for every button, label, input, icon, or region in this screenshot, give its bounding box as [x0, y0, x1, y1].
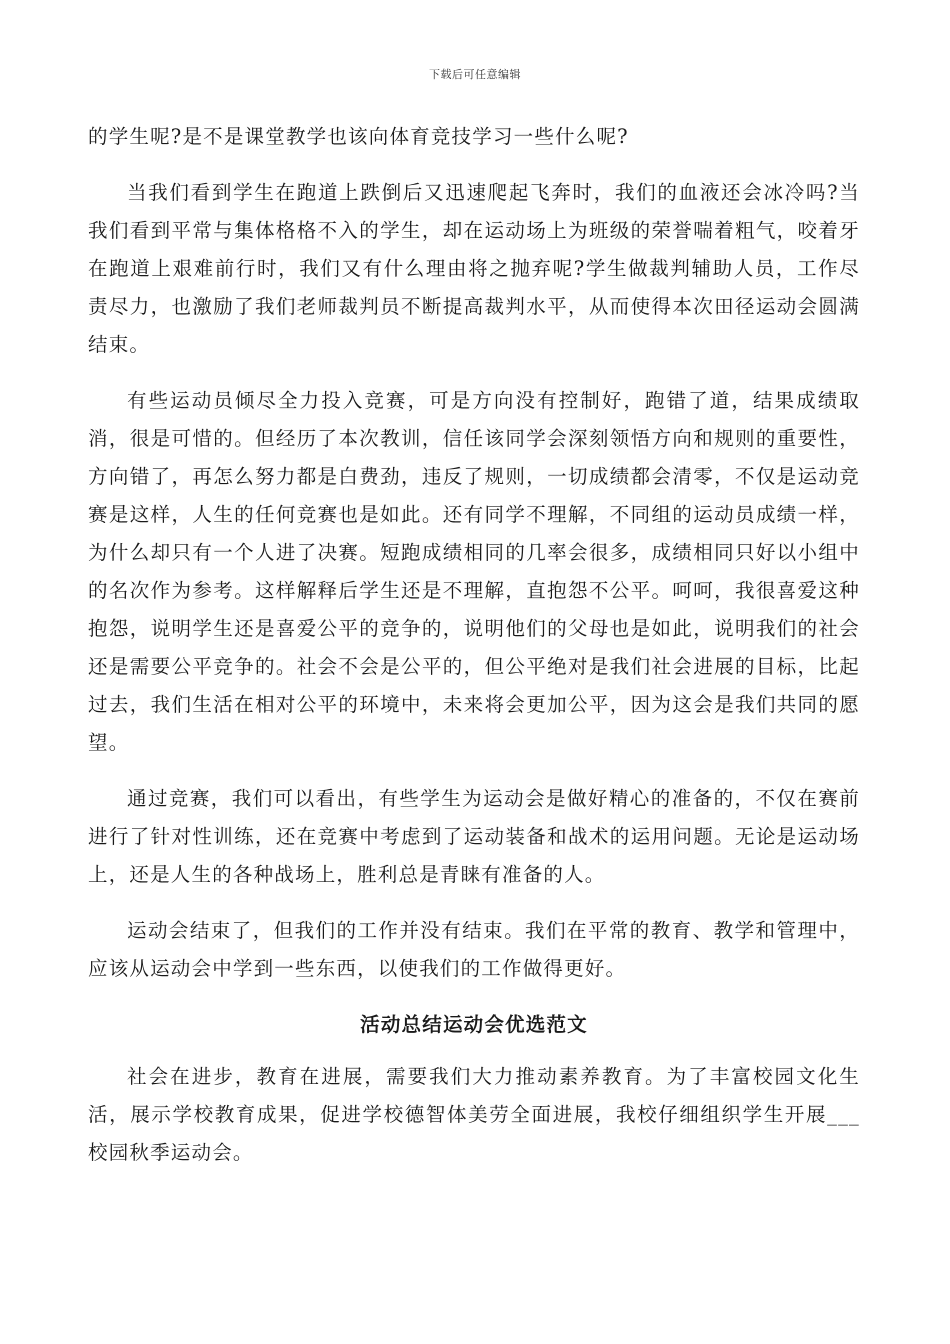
- section-title: 活动总结运动会优选范文: [360, 1013, 588, 1036]
- paragraph-1: 的学生呢?是不是课堂教学也该向体育竞技学习一些什么呢?: [88, 125, 629, 148]
- paragraph-5: 运动会结束了，但我们的工作并没有结束。我们在平常的教育、教学和管理中，应该从运动会中学到一些东西，以使我们的工作做得更好。: [88, 919, 860, 980]
- paragraph-2: 当我们看到学生在跑道上跌倒后又迅速爬起飞奔时，我们的血液还会冰冷吗?当我们看到平常与集体格格不入的学生，却在运动场上为班级的荣誉喘着粗气，咬着牙在跑道上艰难前行时，我们又有什么理由将之抛弃呢?学生做裁判辅助人员，工作尽责尽力，也激励了我们老师裁判员不断提高裁判水平，从而使得本次田径运动会圆满结束。: [88, 181, 860, 356]
- paragraph-3: 有些运动员倾尽全力投入竞赛，可是方向没有控制好，跑错了道，结果成绩取消，很是可惜的。但经历了本次教训，信任该同学会深刻领悟方向和规则的重要性，方向错了，再怎么努力都是白费劲，违反了规则，一切成绩都会清零，不仅是运动竞赛是这样，人生的任何竞赛也是如此。还有同学不理解，不同组的运动员成绩一样，为什么却只有一个人进了决赛。短跑成绩相同的几率会很多，成绩相同只好以小组中的名次作为参考。这样解释后学生还是不理解，直抱怨不公平。呵呵，我很喜爱这种抱怨，说明学生还是喜爱公平的竞争的，说明他们的父母也是如此，说明我们的社会还是需要公平竞争的。社会不会是公平的，但公平绝对是我们社会进展的目标，比起过去，我们生活在相对公平的环境中，未来将会更加公平，因为这会是我们共同的愿望。: [88, 389, 860, 754]
- document-body: [88, 118, 860, 1190]
- paragraph-4: 通过竞赛，我们可以看出，有些学生为运动会是做好精心的准备的，不仅在赛前进行了针对性训练，还在竞赛中考虑到了运动装备和战术的运用问题。无论是运动场上，还是人生的各种战场上，胜利总是青睐有准备的人。: [88, 787, 860, 886]
- page-header-note: 下载后可任意编辑: [429, 68, 521, 81]
- section-paragraph-1: 社会在进步，教育在进展，需要我们大力推动素养教育。为了丰富校园文化生活，展示学校教育成果，促进学校德智体美劳全面进展，我校仔细组织学生开展___校园秋季运动会。: [88, 1065, 860, 1164]
